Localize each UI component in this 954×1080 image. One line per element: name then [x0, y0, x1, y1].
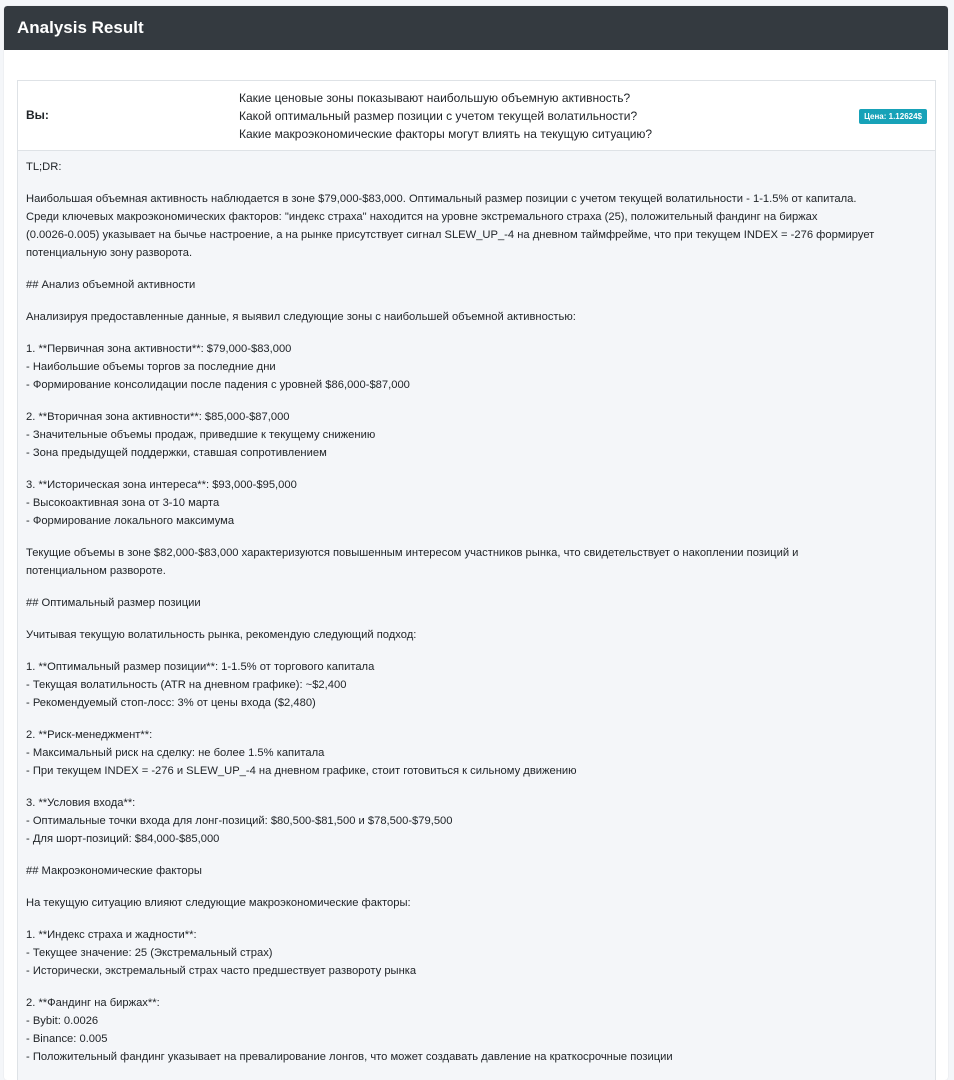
answer-line: Анализируя предоставленные данные, я выявил следующие зоны с наибольшей объемной активностью:: [26, 311, 576, 323]
price-badge: Цена: 1.12624$: [859, 109, 927, 124]
answer-paragraph: [26, 340, 927, 394]
answer-line: - Текущее значение: 25 (Экстремальный страх): [26, 947, 273, 959]
answer-line: - При текущем INDEX = -276 и SLEW_UP_-4 на дневном графике, стоит готовиться к сильному движению: [26, 765, 577, 777]
answer-line: - Зона предыдущей поддержки, ставшая сопротивлением: [26, 447, 327, 459]
answer-line: - Binance: 0.005: [26, 1033, 108, 1045]
analysis-result-card: [4, 6, 948, 1080]
card-header: [4, 6, 948, 50]
answer-line: 1. **Первичная зона активности**: $79,000-$83,000: [26, 343, 292, 355]
question-line: Какой оптимальный размер позиции с учетом текущей волатильности?: [239, 109, 638, 123]
answer-line: TL;DR:: [26, 161, 62, 173]
answer-line: - Формирование консолидации после падения с уровней $86,000-$87,000: [26, 379, 410, 391]
answer-line: Наибольшая объемная активность наблюдается в зоне $79,000-$83,000. Оптимальный размер позиции с учетом текущей волатильности - 1-1.5% от капитала.: [26, 193, 857, 205]
answer-paragraph: [26, 308, 927, 326]
answer-line: - Исторически, экстремальный страх часто предшествует развороту рынка: [26, 965, 417, 977]
answer-line: 1. **Оптимальный размер позиции**: 1-1.5% от торгового капитала: [26, 661, 375, 673]
answer-line: Среди ключевых макроэкономических факторов: "индекс страха" находится на уровне экстремального страха (25), положительный фандинг на биржах: [26, 211, 818, 223]
answer-paragraph: [26, 190, 927, 262]
answer-line: потенциальном развороте.: [26, 565, 166, 577]
answer-paragraph: [26, 408, 927, 462]
answer-line: Учитывая текущую волатильность рынка, рекомендую следующий подход:: [26, 629, 417, 641]
answer-line: На текущую ситуацию влияют следующие макроэкономические факторы:: [26, 897, 411, 909]
answer-line: - Bybit: 0.0026: [26, 1015, 99, 1027]
answer-line: - Рекомендуемый стоп-лосс: 3% от цены входа ($2,480): [26, 697, 316, 709]
answer-paragraph: [26, 276, 927, 294]
question-row: [18, 81, 935, 151]
answer-paragraph: [26, 476, 927, 530]
answer-line: - Формирование локального максимума: [26, 515, 235, 527]
answer-line: 2. **Вторичная зона активности**: $85,000-$87,000: [26, 411, 290, 423]
answer-text: [18, 151, 935, 1080]
page-title: Analysis Result: [17, 18, 144, 37]
question-line: Какие ценовые зоны показывают наибольшую объемную активность?: [239, 91, 631, 105]
answer-line: - Значительные объемы продаж, приведшие к текущему снижению: [26, 429, 376, 441]
answer-line: 2. **Риск-менеджмент**:: [26, 729, 153, 741]
answer-paragraph: [26, 726, 927, 780]
answer-line: ## Оптимальный размер позиции: [26, 597, 201, 609]
answer-paragraph: [26, 594, 927, 612]
answer-paragraph: [26, 994, 927, 1066]
question-line: Какие макроэкономические факторы могут влиять на текущую ситуацию?: [239, 127, 653, 141]
answer-paragraph: [26, 926, 927, 980]
answer-paragraph: [26, 626, 927, 644]
answer-line: 2. **Фандинг на биржах**:: [26, 997, 160, 1009]
answer-paragraph: [26, 158, 927, 176]
answer-line: 3. **Условия входа**:: [26, 797, 136, 809]
answer-line: - Максимальный риск на сделку: не более 1.5% капитала: [26, 747, 325, 759]
answer-line: - Положительный фандинг указывает на превалирование лонгов, что может создавать давление на краткосрочные позиции: [26, 1051, 673, 1063]
answer-paragraph: [26, 544, 927, 580]
user-label: Вы:: [26, 108, 49, 122]
answer-paragraph: [26, 794, 927, 848]
answer-line: ## Макроэкономические факторы: [26, 865, 202, 877]
answer-line: (0.0026-0.005) указывает на бычье настроение, а на рынке присутствует сигнал SLEW_UP_-4 на дневном таймфрейме, что при текущем INDEX = -276 формирует: [26, 229, 875, 241]
answer-line: - Оптимальные точки входа для лонг-позиций: $80,500-$81,500 и $78,500-$79,500: [26, 815, 453, 827]
answer-line: - Текущая волатильность (ATR на дневном графике): ~$2,400: [26, 679, 347, 691]
question-text: [239, 89, 652, 143]
answer-line: потенциальную зону разворота.: [26, 247, 193, 259]
conversation-table: [17, 80, 936, 1080]
answer-paragraph: [26, 894, 927, 912]
answer-line: - Наибольшие объемы торгов за последние дни: [26, 361, 276, 373]
answer-paragraph: [26, 862, 927, 880]
answer-line: 1. **Индекс страха и жадности**:: [26, 929, 197, 941]
answer-line: 3. **Историческая зона интереса**: $93,000-$95,000: [26, 479, 297, 491]
answer-line: - Для шорт-позиций: $84,000-$85,000: [26, 833, 220, 845]
answer-line: Текущие объемы в зоне $82,000-$83,000 характеризуются повышенным интересом участников рынка, что свидетельствует о накоплении позиций и: [26, 547, 799, 559]
answer-paragraph: [26, 658, 927, 712]
answer-line: - Высокоактивная зона от 3-10 марта: [26, 497, 220, 509]
answer-line: ## Анализ объемной активности: [26, 279, 196, 291]
